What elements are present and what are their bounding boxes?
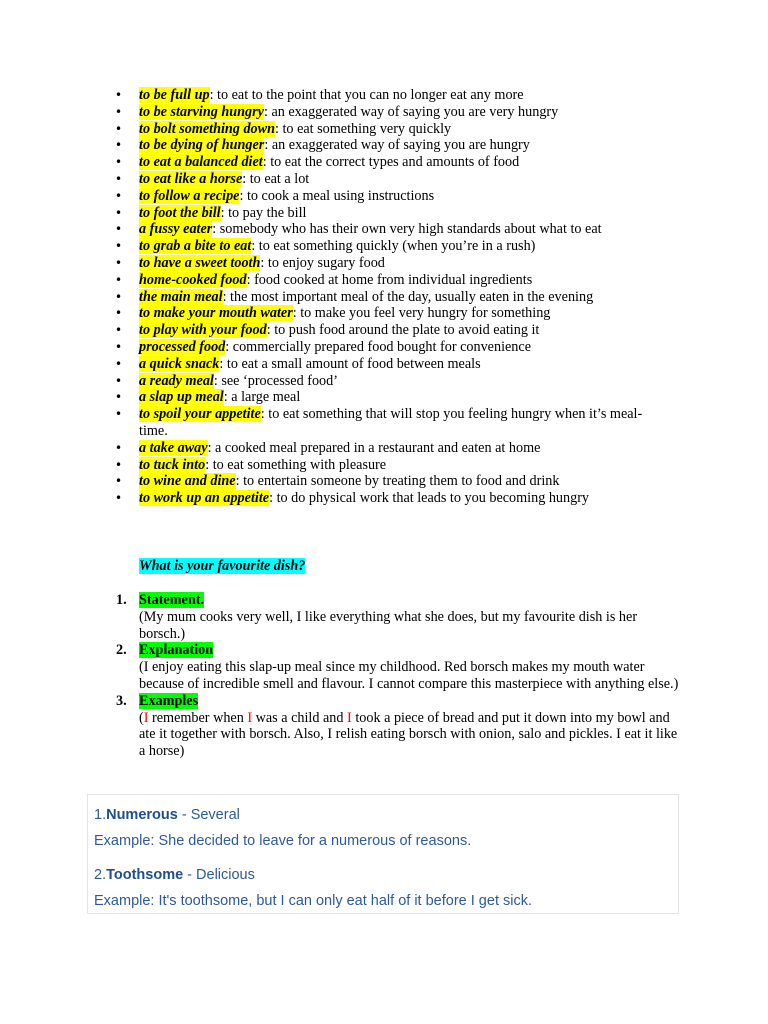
text-run: was a child and — [252, 709, 348, 726]
idiom-term: processed food — [139, 338, 226, 355]
list-item — [0, 389, 659, 406]
idiom-definition: : to cook a meal using instructions — [239, 187, 435, 204]
step-statement — [0, 592, 679, 642]
idiom-term: a take away — [139, 439, 208, 456]
idiom-definition: : the most important meal of the day, usually eaten in the evening — [222, 288, 594, 305]
list-item — [0, 339, 659, 356]
vocab-number: 1. — [94, 807, 107, 823]
idiom-definition: : to entertain someone by treating them to food and drink — [235, 473, 560, 490]
pronoun-highlight: I — [247, 709, 253, 726]
idiom-term: to play with your food — [139, 322, 267, 339]
idiom-definition: : to eat a small amount of food between meals — [219, 355, 481, 372]
step-body — [139, 710, 679, 760]
vocab-meaning: - Delicious — [183, 867, 255, 883]
idiom-definition: : to eat the correct types and amounts of food — [262, 154, 520, 171]
list-item — [0, 272, 659, 289]
idiom-term: to be dying of hunger — [139, 137, 265, 154]
pronoun-highlight: I — [143, 709, 149, 726]
idiom-definition: : a cooked meal prepared in a restaurant and eaten at home — [207, 439, 541, 456]
idiom-term: to make your mouth water — [139, 305, 293, 322]
list-item — [0, 373, 659, 390]
vocabulary-box — [87, 794, 679, 914]
idiom-definition: : food cooked at home from individual ingredients — [246, 271, 533, 288]
question-text: What is your favourite dish? — [139, 558, 306, 574]
step-number: 1. — [116, 592, 127, 608]
idiom-definition: : somebody who has their own very high standards about what to eat — [212, 221, 602, 238]
step-explanation — [0, 642, 679, 692]
idiom-term: to eat a balanced diet — [139, 154, 263, 171]
idiom-definition: : to push food around the plate to avoid eating it — [266, 322, 540, 339]
idiom-term: to follow a recipe — [139, 187, 240, 204]
idiom-definition: : to do physical work that leads to you becoming hungry — [269, 490, 590, 507]
idiom-term: a ready meal — [139, 372, 214, 389]
step-title: Explanation — [139, 642, 214, 659]
idiom-term: to wine and dine — [139, 473, 236, 490]
idiom-term: to have a sweet tooth — [139, 254, 261, 271]
list-item — [0, 238, 659, 255]
idiom-definition: : to eat something quickly (when you’re in a rush) — [251, 238, 536, 255]
pronoun-highlight: I — [347, 709, 352, 726]
idiom-definition: : a large meal — [223, 389, 301, 406]
idiom-definition: : to make you feel very hungry for something — [292, 305, 551, 322]
idiom-term: to grab a bite to eat — [139, 238, 252, 255]
step-body: (My mum cooks very well, I like everything what she does, but my favourite dish is her borsch.) — [139, 608, 638, 642]
idiom-term: to work up an appetite — [139, 490, 270, 507]
list-item — [0, 440, 659, 457]
list-item — [0, 205, 659, 222]
idiom-term: to be full up — [139, 87, 210, 103]
idiom-term: to spoil your appetite — [139, 406, 261, 423]
list-item — [0, 255, 659, 272]
list-item — [0, 87, 659, 104]
idiom-definition: : to eat to the point that you can no longer eat any more — [209, 87, 524, 103]
idiom-term: to be starving hungry — [139, 103, 264, 120]
vocab-example: Example: She decided to leave for a numerous of reasons. — [94, 833, 472, 849]
list-item — [0, 221, 659, 238]
list-item — [0, 490, 659, 507]
idiom-term: a fussy eater — [139, 221, 213, 238]
list-item — [0, 305, 659, 322]
vocab-example: Example: It's toothsome, but I can only eat half of it before I get sick. — [94, 893, 532, 909]
vocab-entry — [94, 805, 678, 825]
idiom-term: a slap up meal — [139, 389, 224, 406]
list-item — [0, 104, 659, 121]
list-item — [0, 473, 659, 490]
list-item — [0, 406, 659, 440]
list-item — [0, 188, 659, 205]
list-item — [0, 154, 659, 171]
idiom-term: home-cooked food — [139, 271, 247, 288]
list-item — [0, 137, 659, 154]
step-body: (I enjoy eating this slap-up meal since my childhood. Red borsch makes my mouth water because of incredible smell and flavour. I cannot compare this masterpiece with anything else.) — [139, 659, 679, 692]
idiom-definition: : to eat a lot — [242, 170, 310, 187]
idiom-term: to eat like a horse — [139, 170, 243, 187]
text-run: took a piece of bread and put it down into my bowl and ate it together with borsch. Also, I relish eating borsch with onion, salo and pickles. I eat it like a horse) — [139, 709, 678, 760]
idiom-definition: : see ‘processed food’ — [213, 372, 338, 389]
question-heading — [139, 558, 305, 575]
vocab-word: Toothsome — [106, 867, 184, 883]
essay-steps — [0, 592, 679, 760]
list-item — [0, 322, 659, 339]
text-run: ( — [139, 709, 144, 726]
idiom-list — [0, 87, 659, 507]
vocab-entry — [94, 865, 678, 885]
vocab-word: Numerous — [106, 807, 178, 823]
idiom-term: a quick snack — [139, 355, 220, 372]
text-run: remember when — [148, 709, 248, 726]
idiom-definition: : to enjoy sugary food — [260, 254, 385, 271]
step-examples — [0, 693, 679, 760]
step-number: 2. — [116, 642, 127, 659]
step-number: 3. — [116, 692, 127, 709]
idiom-definition: : commercially prepared food bought for convenience — [225, 338, 531, 355]
list-item — [0, 171, 659, 188]
idiom-definition: : an exaggerated way of saying you are hungry — [264, 137, 530, 154]
idiom-term: to tuck into — [139, 456, 206, 473]
idiom-definition: : to eat something that will stop you feeling hungry when it’s meal-time. — [139, 406, 643, 439]
idiom-definition: : an exaggerated way of saying you are very hungry — [263, 103, 559, 120]
idiom-definition: : to pay the bill — [220, 204, 307, 221]
list-item — [0, 121, 659, 138]
idiom-term: to foot the bill — [139, 204, 221, 221]
list-item — [0, 356, 659, 373]
idiom-definition: : to eat something with pleasure — [205, 456, 387, 473]
vocab-number: 2. — [94, 867, 107, 883]
vocab-meaning: - Several — [177, 807, 240, 823]
step-title: Statement. — [139, 592, 205, 608]
list-item — [0, 289, 659, 306]
step-title: Examples — [139, 692, 199, 709]
idiom-term: the main meal — [139, 288, 223, 305]
idiom-term: to bolt something down — [139, 120, 275, 137]
idiom-definition: : to eat something very quickly — [275, 120, 452, 137]
list-item — [0, 457, 659, 474]
